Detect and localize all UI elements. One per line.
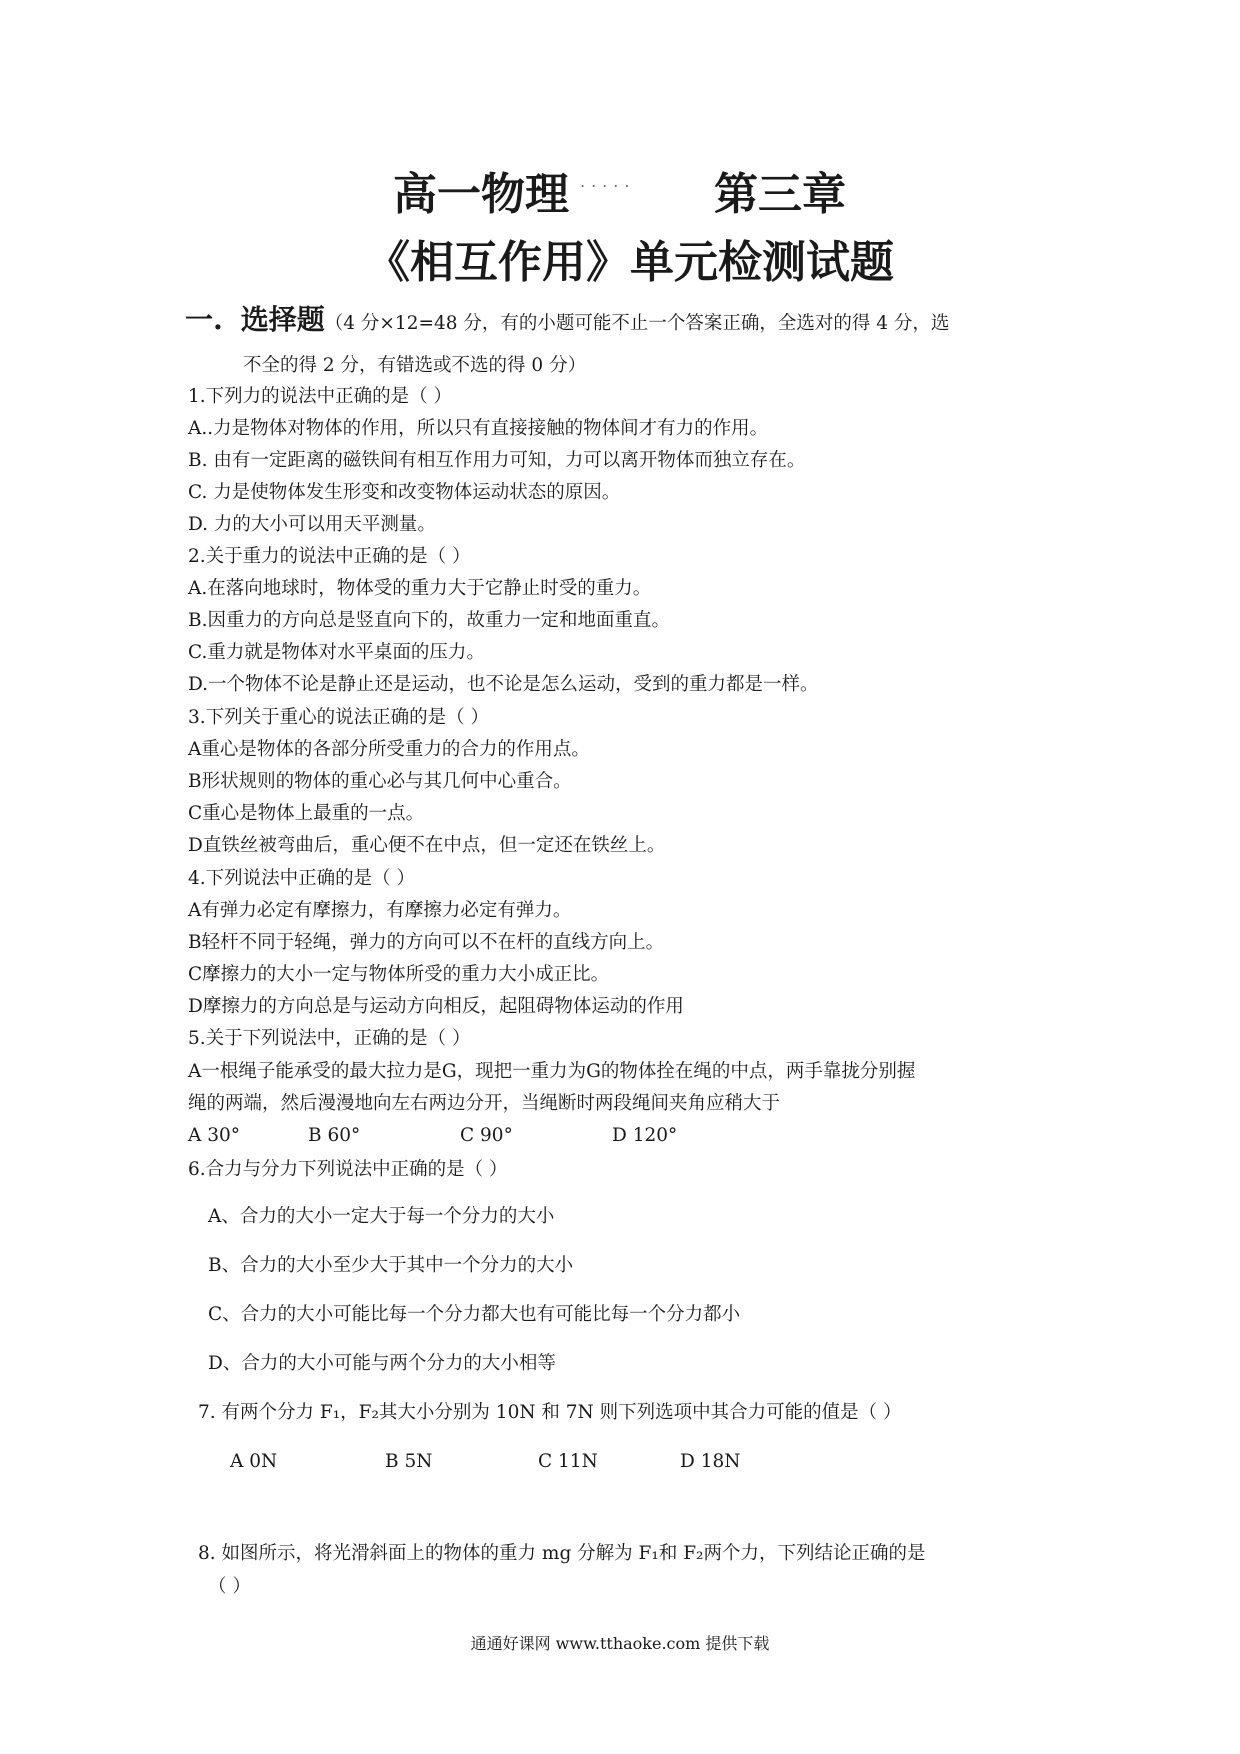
section-number: 一. [185,303,223,336]
question-1-stem: 1.下列力的说法中正确的是（ ） [188,386,453,407]
question-3-option-d: D直铁丝被弯曲后，重心便不在中点，但一定还在铁丝上。 [188,835,666,856]
question-7-option-d: D 18N [680,1451,741,1472]
document-title-line2: 《相互作用》单元检测试题 [366,237,894,288]
question-7-option-b: B 5N [385,1451,433,1472]
title-chapter: 第三章 [714,169,846,220]
question-2-option-c: C.重力就是物体对水平桌面的压力。 [188,642,485,663]
question-5-option-b: B 60° [308,1125,361,1146]
question-8-stem-line2: （ ） [208,1576,251,1597]
question-5-option-d: D 120° [612,1125,678,1146]
question-5-option-c: C 90° [460,1125,513,1146]
question-4-option-a: A有弹力必定有摩擦力，有摩擦力必定有弹力。 [188,900,572,921]
question-5-text-line1: A一根绳子能承受的最大拉力是G，现把一重力为G的物体拴在绳的中点，两手靠拢分别握 [188,1061,916,1082]
section-header [185,298,949,338]
question-8-stem: 8. 如图所示，将光滑斜面上的物体的重力 mg 分解为 F₁和 F₂两个力，下列结论正确的是 [198,1543,926,1564]
section-title: 选择题 [240,303,325,336]
document-title-line1 [0,158,1240,218]
question-2-stem: 2.关于重力的说法中正确的是（ ） [188,546,471,567]
question-4-stem: 4.下列说法中正确的是（ ） [188,868,416,889]
question-4-option-b: B轻杆不同于轻绳，弹力的方向可以不在杆的直线方向上。 [188,932,665,953]
question-3-option-a: A重心是物体的各部分所受重力的合力的作用点。 [188,739,590,760]
question-6-option-b: B、合力的大小至少大于其中一个分力的大小 [208,1255,574,1276]
question-1-option-c: C. 力是使物体发生形变和改变物体运动状态的原因。 [188,482,621,503]
question-5-option-a: A 30° [188,1125,241,1146]
question-6-stem: 6.合力与分力下列说法中正确的是（ ） [188,1159,508,1180]
question-1-option-a: A..力是物体对物体的作用，所以只有直接接触的物体间才有力的作用。 [188,418,769,439]
question-7-option-a: A 0N [230,1451,278,1472]
question-2-option-d: D.一个物体不论是静止还是运动，也不论是怎么运动，受到的重力都是一样。 [188,674,819,695]
question-3-stem: 3.下列关于重心的说法正确的是（ ） [188,707,490,728]
question-3-option-c: C重心是物体上最重的一点。 [188,803,425,824]
question-3-option-b: B形状规则的物体的重心必与其几何中心重合。 [188,771,572,792]
title-dots: ..... [580,172,636,191]
question-1-option-b: B. 由有一定距离的磁铁间有相互作用力可知，力可以离开物体而独立存在。 [188,450,806,471]
question-4-option-d: D摩擦力的方向总是与运动方向相反，起阻碍物体运动的作用 [188,996,684,1017]
page-footer: 通通好课网 www.tthaoke.com 提供下载 [470,1634,770,1653]
question-7-stem: 7. 有两个分力 F₁，F₂其大小分别为 10N 和 7N 则下列选项中其合力可能的值是（ ） [198,1402,902,1423]
question-6-option-d: D、合力的大小可能与两个分力的大小相等 [208,1353,556,1374]
question-5-text-line2: 绳的两端，然后漫漫地向左右两边分开，当绳断时两段绳间夹角应稍大于 [188,1093,781,1114]
title-course: 高一物理 [393,169,569,220]
question-5-stem: 5.关于下列说法中，正确的是（ ） [188,1028,471,1049]
question-2-option-a: A.在落向地球时，物体受的重力大于它静止时受的重力。 [188,578,652,599]
question-1-option-d: D. 力的大小可以用天平测量。 [188,514,436,535]
section-note-line2: 不全的得 2 分，有错选或不选的得 0 分） [243,355,587,376]
question-2-option-b: B.因重力的方向总是竖直向下的，故重力一定和地面重直。 [188,610,670,631]
question-7-option-c: C 11N [538,1451,598,1472]
question-6-option-c: C、合力的大小可能比每一个分力都大也有可能比每一个分力都小 [208,1304,741,1325]
question-6-option-a: A、合力的大小一定大于每一个分力的大小 [208,1206,555,1227]
section-note-line1: （4 分×12=48 分，有的小题可能不止一个答案正确，全选对的得 4 分，选 [324,313,950,334]
question-4-option-c: C摩擦力的大小一定与物体所受的重力大小成正比。 [188,964,610,985]
